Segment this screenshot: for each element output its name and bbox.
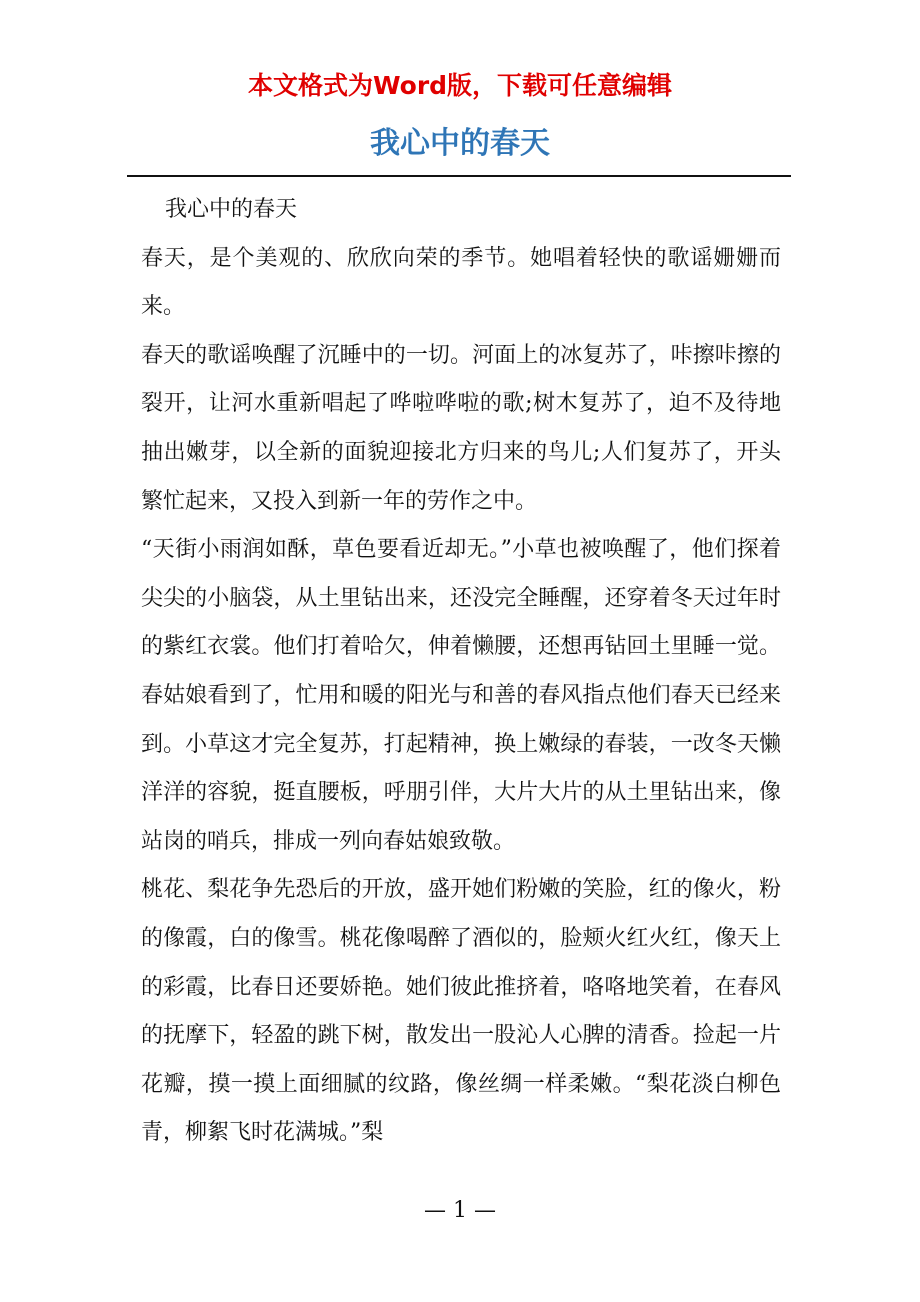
- document-title: 我心中的春天: [370, 126, 550, 161]
- paragraph: 春天的歌谣唤醒了沉睡中的一切。河面上的冰复苏了，咔擦咔擦的裂开，让河水重新唱起了哗啦哗啦的歌;树木复苏了，迫不及待地抽出嫩芽，以全新的面貌迎接北方归来的鸟儿;人们复苏了，开头繁忙起来，又投入到新一年的劳作之中。: [141, 342, 781, 514]
- page-number: — 1 —: [424, 1198, 496, 1223]
- paragraph: 桃花、梨花争先恐后的开放，盛开她们粉嫩的笑脸，红的像火，粉的像霞，白的像雪。桃花像喝醉了酒似的，脸颊火红火红，像天上的彩霞，比春日还要娇艳。她们彼此推挤着，咯咯地笑着，在春风的抚摩下，轻盈的跳下树，散发出一股沁人心脾的清香。捡起一片花瓣，摸一摸上面细腻的纹路，像丝绸一样柔嫩。“梨花淡白柳色青，柳絮飞时花满城。”梨: [141, 877, 781, 1146]
- paragraph: 春天，是个美观的、欣欣向荣的季节。她唱着轻快的歌谣姗姗而来。: [141, 245, 781, 320]
- format-notice: 本文格式为Word版，下载可任意编辑: [247, 71, 673, 100]
- article-body: [141, 186, 781, 1158]
- article-heading: 我心中的春天: [165, 197, 298, 222]
- paragraph: “天街小雨润如酥，草色要看近却无。”小草也被唤醒了，他们探着尖尖的小脑袋，从土里钻出来，还没完全睡醒，还穿着冬天过年时的紫红衣裳。他们打着哈欠，伸着懒腰，还想再钻回土里睡一觉。春姑娘看到了，忙用和暖的阳光与和善的春风指点他们春天已经来到。小草这才完全复苏，打起精神，换上嫩绿的春装，一改冬天懒洋洋的容貌，挺直腰板，呼朋引伴，大片大片的从土里钻出来，像站岗的哨兵，排成一列向春姑娘致敬。: [141, 537, 781, 854]
- title-divider: [127, 175, 791, 177]
